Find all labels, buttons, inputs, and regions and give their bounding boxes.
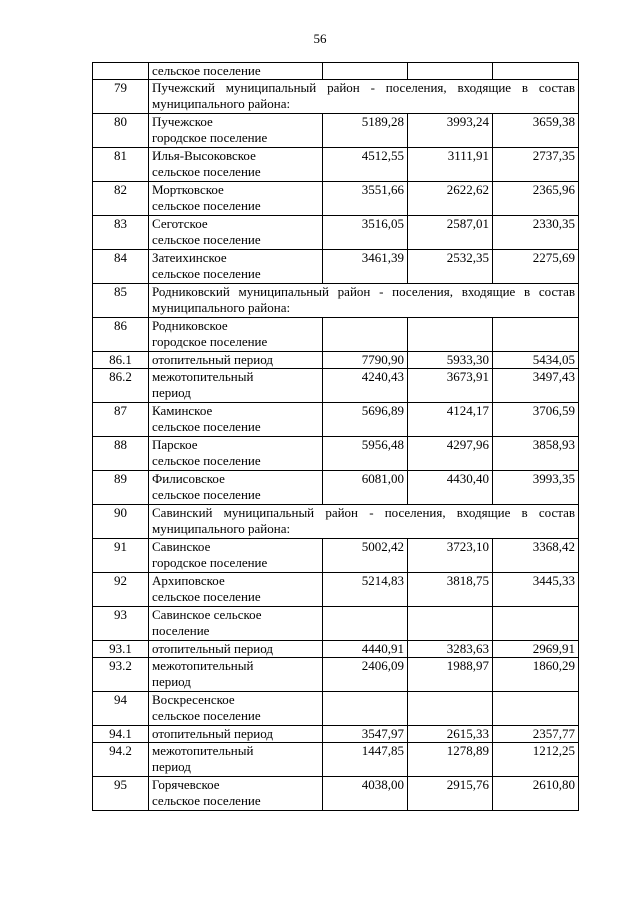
row-number: 94.1 (93, 726, 149, 743)
row-number: 81 (93, 148, 149, 182)
settlement-name (149, 471, 323, 505)
value-cell-1: 5189,28 (323, 114, 408, 148)
settlement-name-line: Родниковское (152, 318, 228, 333)
row-number: 94 (93, 692, 149, 726)
district-row (93, 505, 579, 539)
value-cell-2: 2587,01 (408, 216, 493, 250)
settlement-name-line: сельское поселение (152, 232, 261, 247)
settlement-name-line: Мортковское (152, 182, 224, 197)
table-row (93, 216, 579, 250)
row-number: 79 (93, 80, 149, 114)
value-cell-2: 2532,35 (408, 250, 493, 284)
value-cell-2: 4430,40 (408, 471, 493, 505)
table-row (93, 63, 579, 80)
settlement-name-line: Архиповское (152, 573, 225, 588)
row-number: 93.2 (93, 658, 149, 692)
row-number: 95 (93, 777, 149, 811)
settlement-name (149, 63, 323, 80)
settlement-name (149, 369, 323, 403)
table-row (93, 182, 579, 216)
value-cell-3 (493, 63, 579, 80)
value-cell-3: 2330,35 (493, 216, 579, 250)
settlement-name (149, 114, 323, 148)
value-cell-3: 1860,29 (493, 658, 579, 692)
settlement-name-line: период (152, 674, 191, 689)
table-row (93, 641, 579, 658)
value-cell-2: 1988,97 (408, 658, 493, 692)
settlement-name (149, 658, 323, 692)
row-number: 86.2 (93, 369, 149, 403)
table-row (93, 539, 579, 573)
settlement-name-line: Затеихинское (152, 250, 227, 265)
value-cell-2: 3673,91 (408, 369, 493, 403)
settlement-name-line: Каминское (152, 403, 213, 418)
settlement-name-line: сельское поселение (152, 487, 261, 502)
table-row (93, 573, 579, 607)
value-cell-1: 7790,90 (323, 352, 408, 369)
settlement-name (149, 437, 323, 471)
row-number: 87 (93, 403, 149, 437)
value-cell-1: 2406,09 (323, 658, 408, 692)
settlement-name-line: сельское поселение (152, 793, 261, 808)
table-row (93, 352, 579, 369)
table-row (93, 403, 579, 437)
settlement-name-line: Пучежское (152, 114, 213, 129)
table-row (93, 658, 579, 692)
settlement-name-line: Сеготское (152, 216, 208, 231)
table-row (93, 369, 579, 403)
value-cell-3: 1212,25 (493, 743, 579, 777)
settlement-name-line: период (152, 759, 191, 774)
settlement-name (149, 641, 323, 658)
district-heading: Пучежский муниципальный район - поселения, входящие в состав муниципального района: (149, 80, 579, 114)
value-cell-2 (408, 63, 493, 80)
settlement-name (149, 539, 323, 573)
settlement-name-line: сельское поселение (152, 266, 261, 281)
value-cell-1: 5002,42 (323, 539, 408, 573)
page-number: 56 (313, 31, 327, 46)
table-row (93, 471, 579, 505)
row-number: 85 (93, 284, 149, 318)
table-row (93, 148, 579, 182)
value-cell-1 (323, 63, 408, 80)
value-cell-3 (493, 318, 579, 352)
settlement-name-line: отопительный период (152, 352, 273, 367)
settlement-name-line: Илья-Высоковское (152, 148, 256, 163)
row-number: 83 (93, 216, 149, 250)
settlement-name-line: период (152, 385, 191, 400)
settlement-name-line: Парское (152, 437, 198, 452)
settlement-name (149, 352, 323, 369)
table-row (93, 114, 579, 148)
settlement-name (149, 318, 323, 352)
settlement-name-line: сельское поселение (152, 198, 261, 213)
settlement-name-line: отопительный период (152, 726, 273, 741)
value-cell-3: 2365,96 (493, 182, 579, 216)
value-cell-1 (323, 692, 408, 726)
value-cell-1: 4038,00 (323, 777, 408, 811)
value-cell-3: 3659,38 (493, 114, 579, 148)
value-cell-3 (493, 607, 579, 641)
district-row (93, 80, 579, 114)
row-number: 94.2 (93, 743, 149, 777)
settlement-name (149, 216, 323, 250)
row-number: 93 (93, 607, 149, 641)
settlement-name-line: Филисовское (152, 471, 225, 486)
value-cell-3: 2969,91 (493, 641, 579, 658)
settlement-name (149, 250, 323, 284)
value-cell-2: 3723,10 (408, 539, 493, 573)
value-cell-2: 3993,24 (408, 114, 493, 148)
value-cell-3: 2357,77 (493, 726, 579, 743)
row-number: 84 (93, 250, 149, 284)
table-row (93, 250, 579, 284)
settlement-name (149, 692, 323, 726)
settlement-name-line: городское поселение (152, 555, 268, 570)
value-cell-3: 2737,35 (493, 148, 579, 182)
value-cell-1: 3461,39 (323, 250, 408, 284)
value-cell-3: 3368,42 (493, 539, 579, 573)
settlement-name-line: межотопительный (152, 743, 254, 758)
settlement-name-line: отопительный период (152, 641, 273, 656)
value-cell-1: 6081,00 (323, 471, 408, 505)
value-cell-1: 5214,83 (323, 573, 408, 607)
table-row (93, 726, 579, 743)
settlement-name-line: межотопительный (152, 658, 254, 673)
settlement-name-line: Горячевское (152, 777, 220, 792)
value-cell-3: 3706,59 (493, 403, 579, 437)
value-cell-1 (323, 607, 408, 641)
value-cell-3: 3445,33 (493, 573, 579, 607)
value-cell-3: 2275,69 (493, 250, 579, 284)
value-cell-3: 2610,80 (493, 777, 579, 811)
value-cell-2: 1278,89 (408, 743, 493, 777)
table-row (93, 437, 579, 471)
value-cell-2: 4124,17 (408, 403, 493, 437)
settlement-name (149, 148, 323, 182)
settlement-name-line: Воскресенское (152, 692, 235, 707)
value-cell-1: 4240,43 (323, 369, 408, 403)
row-number: 86 (93, 318, 149, 352)
value-cell-1: 3551,66 (323, 182, 408, 216)
row-number: 93.1 (93, 641, 149, 658)
table-row (93, 777, 579, 811)
settlement-name (149, 726, 323, 743)
value-cell-2 (408, 692, 493, 726)
value-cell-1: 5956,48 (323, 437, 408, 471)
settlement-name-line: сельское поселение (152, 453, 261, 468)
settlement-name (149, 573, 323, 607)
settlement-name (149, 777, 323, 811)
settlement-name (149, 743, 323, 777)
settlement-name-line: сельское поселение (152, 164, 261, 179)
table-row (93, 743, 579, 777)
value-cell-2: 4297,96 (408, 437, 493, 471)
settlement-name-line: городское поселение (152, 130, 268, 145)
value-cell-2: 3283,63 (408, 641, 493, 658)
value-cell-1: 5696,89 (323, 403, 408, 437)
district-row (93, 284, 579, 318)
table-row (93, 318, 579, 352)
value-cell-3 (493, 692, 579, 726)
row-number: 86.1 (93, 352, 149, 369)
row-number: 80 (93, 114, 149, 148)
settlement-name-line: сельское поселение (152, 589, 261, 604)
value-cell-1: 3547,97 (323, 726, 408, 743)
settlement-name (149, 607, 323, 641)
settlement-name (149, 182, 323, 216)
row-number: 88 (93, 437, 149, 471)
settlement-name-line: Савинское (152, 539, 211, 554)
row-number: 82 (93, 182, 149, 216)
value-cell-2: 3111,91 (408, 148, 493, 182)
value-cell-1 (323, 318, 408, 352)
value-cell-1: 1447,85 (323, 743, 408, 777)
settlement-name (149, 403, 323, 437)
table-row (93, 607, 579, 641)
row-number: 89 (93, 471, 149, 505)
value-cell-2 (408, 607, 493, 641)
value-cell-2: 2915,76 (408, 777, 493, 811)
value-cell-3: 5434,05 (493, 352, 579, 369)
row-number: 92 (93, 573, 149, 607)
value-cell-3: 3497,43 (493, 369, 579, 403)
settlement-name-line: городское поселение (152, 334, 268, 349)
value-cell-2: 2622,62 (408, 182, 493, 216)
value-cell-3: 3858,93 (493, 437, 579, 471)
settlement-name-line: сельское поселение (152, 63, 261, 78)
value-cell-2: 3818,75 (408, 573, 493, 607)
row-number (93, 63, 149, 80)
table-row (93, 692, 579, 726)
settlement-name-line: сельское поселение (152, 419, 261, 434)
table-body (93, 63, 579, 811)
value-cell-2: 2615,33 (408, 726, 493, 743)
settlement-name-line: межотопительный (152, 369, 254, 384)
value-cell-1: 3516,05 (323, 216, 408, 250)
value-cell-3: 3993,35 (493, 471, 579, 505)
tariff-table (92, 62, 579, 811)
district-heading: Савинский муниципальный район - поселения, входящие в состав муниципального района: (149, 505, 579, 539)
value-cell-2: 5933,30 (408, 352, 493, 369)
district-heading: Родниковский муниципальный район - поселения, входящие в состав муниципального района: (149, 284, 579, 318)
settlement-name-line: поселение (152, 623, 210, 638)
settlement-name-line: сельское поселение (152, 708, 261, 723)
value-cell-2 (408, 318, 493, 352)
value-cell-1: 4512,55 (323, 148, 408, 182)
settlement-name-line: Савинское сельское (152, 607, 262, 622)
row-number: 91 (93, 539, 149, 573)
row-number: 90 (93, 505, 149, 539)
value-cell-1: 4440,91 (323, 641, 408, 658)
